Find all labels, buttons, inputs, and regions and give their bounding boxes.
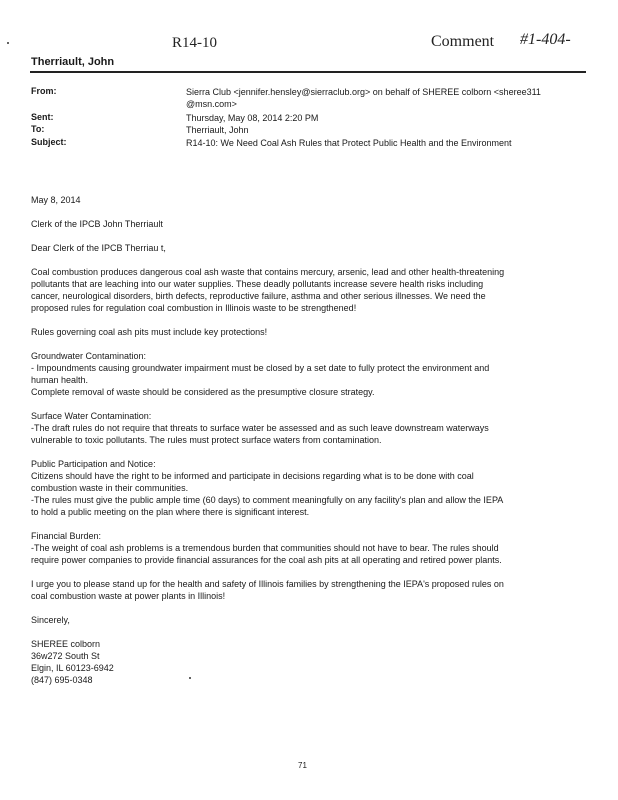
groundwater-section (31, 350, 591, 398)
section-line: combustion waste in their communities. (31, 483, 189, 493)
signoff: Sincerely, (31, 615, 70, 625)
public-participation-section (31, 458, 591, 518)
sent-value: Thursday, May 08, 2014 2:20 PM (186, 113, 319, 123)
page-number: 71 (298, 761, 307, 770)
letter-addressee: Clerk of the IPCB John Therriault (31, 219, 163, 229)
rules-intro: Rules governing coal ash pits must include key protections! (31, 327, 268, 337)
section-line: -The weight of coal ash problems is a tremendous burden that communities should not have to bear. The rules should (31, 543, 499, 553)
section-line: -The draft rules do not require that threats to surface water be assessed and as such leave downstream waterways (31, 423, 489, 433)
from-value (186, 86, 586, 110)
section-line: - Impoundments causing groundwater impairment must be closed by a set date to fully protect the environment and (31, 363, 490, 373)
section-line: human health. (31, 375, 89, 385)
intro-line: cancer, neurological disorders, birth defects, reproductive failure, asthma and other serious illnesses. We need the (31, 291, 486, 301)
closing-line: coal combustion waste at power plants in Illinois! (31, 591, 226, 601)
signature-street: 36w272 South St (31, 651, 100, 661)
section-heading: Financial Burden: (31, 531, 102, 541)
from-value-line: Sierra Club <jennifer.hensley@sierraclub.org> on behalf of SHEREE colborn <sheree311 (186, 87, 541, 97)
section-line: vulnerable to toxic pollutants. The rules must protect surface waters from contamination. (31, 435, 382, 445)
to-value: Therriault, John (186, 125, 249, 135)
section-heading: Public Participation and Notice: (31, 459, 156, 469)
scan-speck (7, 42, 9, 44)
section-line: Complete removal of waste should be considered as the presumptive closure strategy. (31, 387, 375, 397)
section-line: require power companies to provide financial assurances for the coal ash pits at all operating and retired power plants. (31, 555, 502, 565)
signature-block (31, 638, 591, 686)
closing-paragraph (31, 578, 591, 602)
financial-burden-section (31, 530, 591, 566)
section-line: Citizens should have the right to be informed and participate in decisions regarding what is to be done with coal (31, 471, 474, 481)
letter-salutation: Dear Clerk of the IPCB Therriau t, (31, 243, 166, 253)
header-rule (30, 71, 586, 73)
to-label: To: (31, 124, 45, 134)
section-heading: Groundwater Contamination: (31, 351, 147, 361)
comment-number: #1-404- (520, 31, 571, 48)
section-line: to hold a public meeting on the plan where there is significant interest. (31, 507, 310, 517)
docket-number: R14-10 (172, 35, 217, 51)
from-value-line: @msn.com> (186, 99, 237, 109)
section-line: -The rules must give the public ample time (60 days) to comment meaningfully on any facility's plan and allow the IEPA (31, 495, 504, 505)
from-label: From: (31, 86, 57, 96)
subject-label: Subject: (31, 137, 67, 147)
letter-body (31, 194, 591, 698)
comment-label: Comment (431, 33, 495, 50)
intro-paragraph (31, 266, 591, 314)
intro-line: proposed rules for regulation coal combustion in Illinois waste to be strengthened! (31, 303, 357, 313)
sent-label: Sent: (31, 112, 54, 122)
surface-water-section (31, 410, 591, 446)
closing-line: I urge you to please stand up for the health and safety of Illinois families by strengthening the IEPA's proposed rules on (31, 579, 504, 589)
signature-name: SHEREE colborn (31, 639, 101, 649)
intro-line: Coal combustion produces dangerous coal ash waste that contains mercury, arsenic, lead and other health-threatening (31, 267, 505, 277)
section-heading: Surface Water Contamination: (31, 411, 152, 421)
signature-city: Elgin, IL 60123-6942 (31, 663, 114, 673)
letter-date: May 8, 2014 (31, 195, 81, 205)
sender-name: Therriault, John (31, 56, 115, 68)
subject-value: R14-10: We Need Coal Ash Rules that Protect Public Health and the Environment (186, 138, 512, 148)
signature-phone: (847) 695-0348 (31, 675, 93, 685)
intro-line: pollutants that are leaching into our water supplies. These deadly pollutants increase severe health risks including (31, 279, 484, 289)
